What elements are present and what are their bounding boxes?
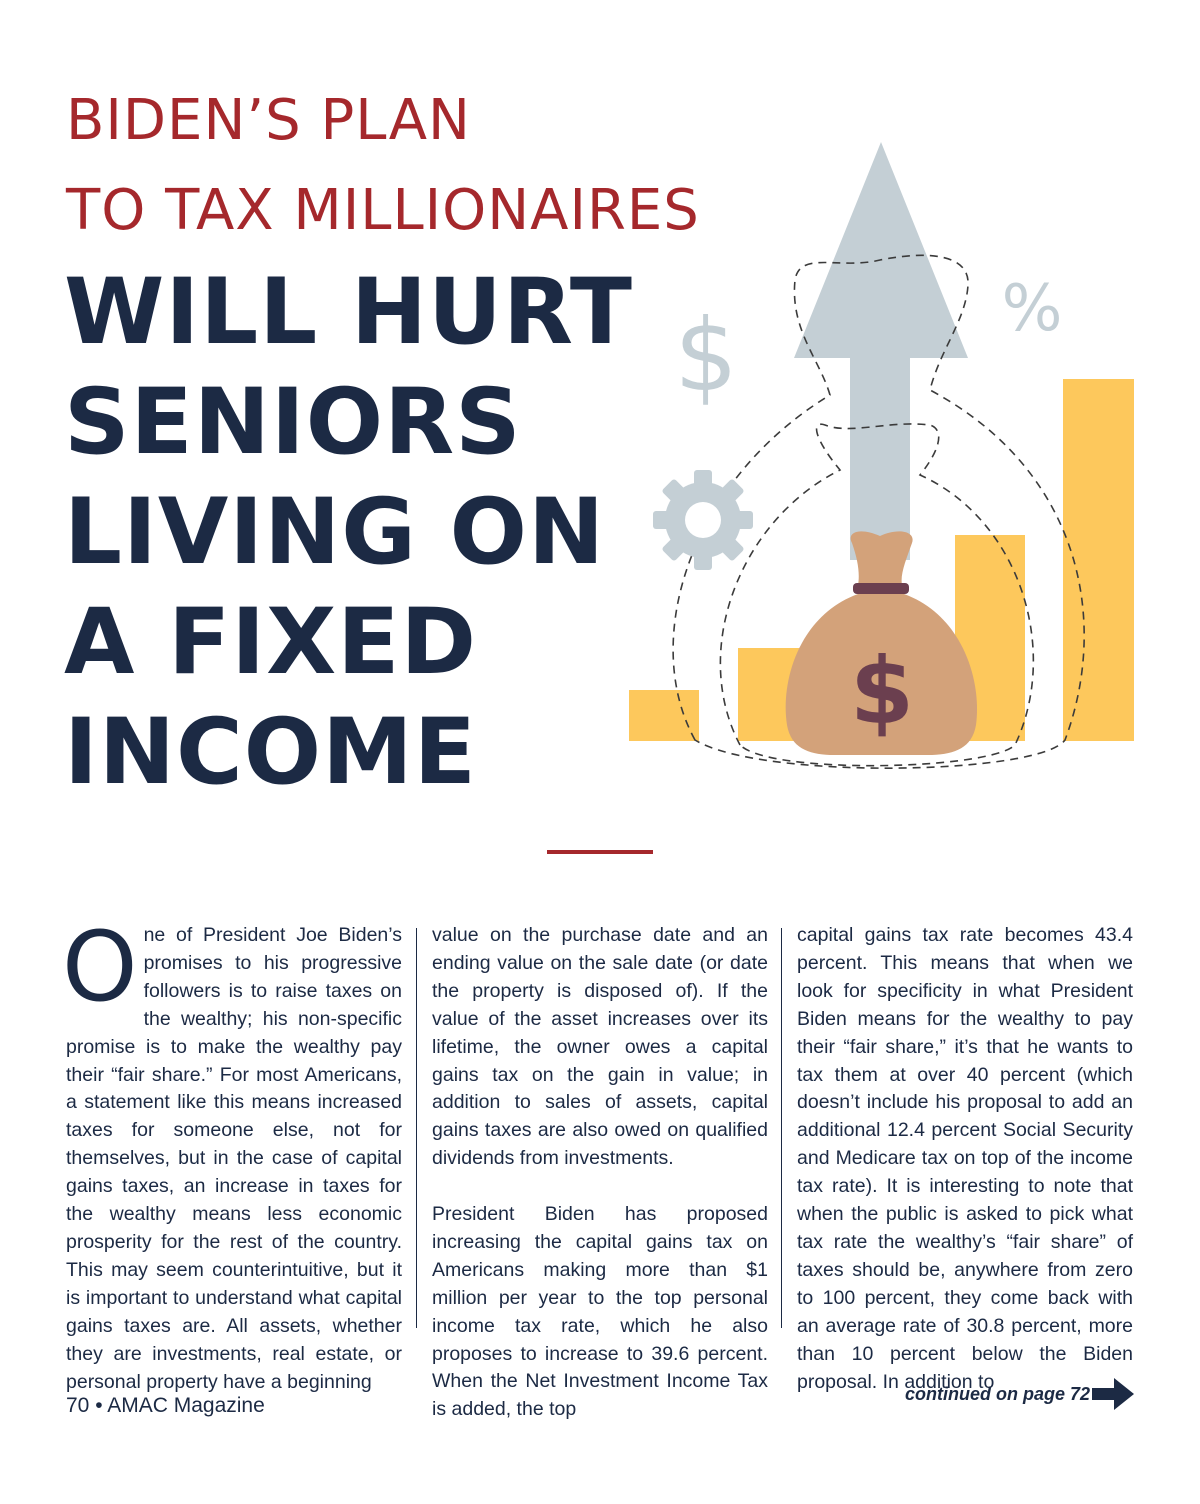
headline: [64, 258, 633, 808]
paragraph: value on the purchase date and an ending value on the sale date (or date the property is disposed of). If the value of the asset increases over its lifetime, the owner owes a capital gains tax on the gain in value; in addition to sales of assets, capital gains taxes are also owed on qualified dividends from investments.: [432, 924, 768, 1170]
percent-icon: %: [1001, 272, 1063, 346]
column-rule: [781, 928, 782, 1328]
headline-line: SENIORS: [64, 370, 522, 475]
title-divider: [547, 850, 653, 854]
money-bag-icon: [786, 531, 977, 755]
up-arrow-icon: [794, 142, 968, 560]
headline-line: WILL HURT: [64, 260, 633, 365]
tax-illustration: [620, 130, 1150, 790]
headline-line: A FIXED: [64, 590, 477, 695]
article-column-3: [797, 922, 1133, 1396]
paragraph-gap: [432, 1173, 768, 1201]
dollar-sign-icon: $: [674, 297, 738, 414]
headline-line: LIVING ON: [64, 480, 606, 585]
article-column-2: [432, 922, 768, 1424]
paragraph: President Biden has proposed increasing the capital gains tax on Americans making more than $1 million per year to the top personal income tax rate, which he also proposes to increase to 39.6 percent. When the Net Investment Income Tax is added, the top: [432, 1203, 768, 1421]
page-footer-label: 70 • AMAC Magazine: [66, 1394, 265, 1417]
headline-line: INCOME: [64, 700, 477, 805]
paragraph: ne of President Joe Biden’s promises to his progressive followers is to raise taxes on the wealthy; his non-specific promise is to make the wealthy pay their “fair share.” For most Americans, a statement like this means increased taxes for someone else, not for themselves, but in the case of capital gains taxes, an increase in taxes for the wealthy means less economic prosperity for the rest of the country. This may seem counterintuitive, but it is important to understand what capital gains taxes are. All assets, whether they are investments, real estate, or personal property have a beginning: [66, 924, 402, 1393]
drop-cap: O: [62, 911, 138, 1023]
kicker-line-1: BIDEN’S PLAN: [66, 88, 471, 153]
bag-dollar-symbol: $: [849, 638, 915, 745]
gear-icon: [653, 470, 753, 570]
kicker-line-2: TO TAX MILLIONAIRES: [66, 178, 700, 243]
column-rule: [416, 928, 417, 1328]
right-arrow-icon[interactable]: [1092, 1376, 1136, 1412]
paragraph: capital gains tax rate becomes 43.4 percent. This means that when we look for specificity in what President Biden means for the wealthy to pay their “fair share,” it’s that he wants to tax them at over 40 percent (which doesn’t include his proposal to add an additional 12.4 percent Social Security and Medicare tax on top of the income tax rate). It is interesting to note that when the public is asked to pick what tax rate the wealthy’s “fair share” of taxes should be, anywhere from zero to 100 percent, they come back with an average rate of 30.8 percent, more than 10 percent below the Biden proposal. In addition to: [797, 924, 1133, 1393]
continued-link[interactable]: continued on page 72: [904, 1384, 1090, 1404]
article-column-1: [62, 911, 402, 1396]
